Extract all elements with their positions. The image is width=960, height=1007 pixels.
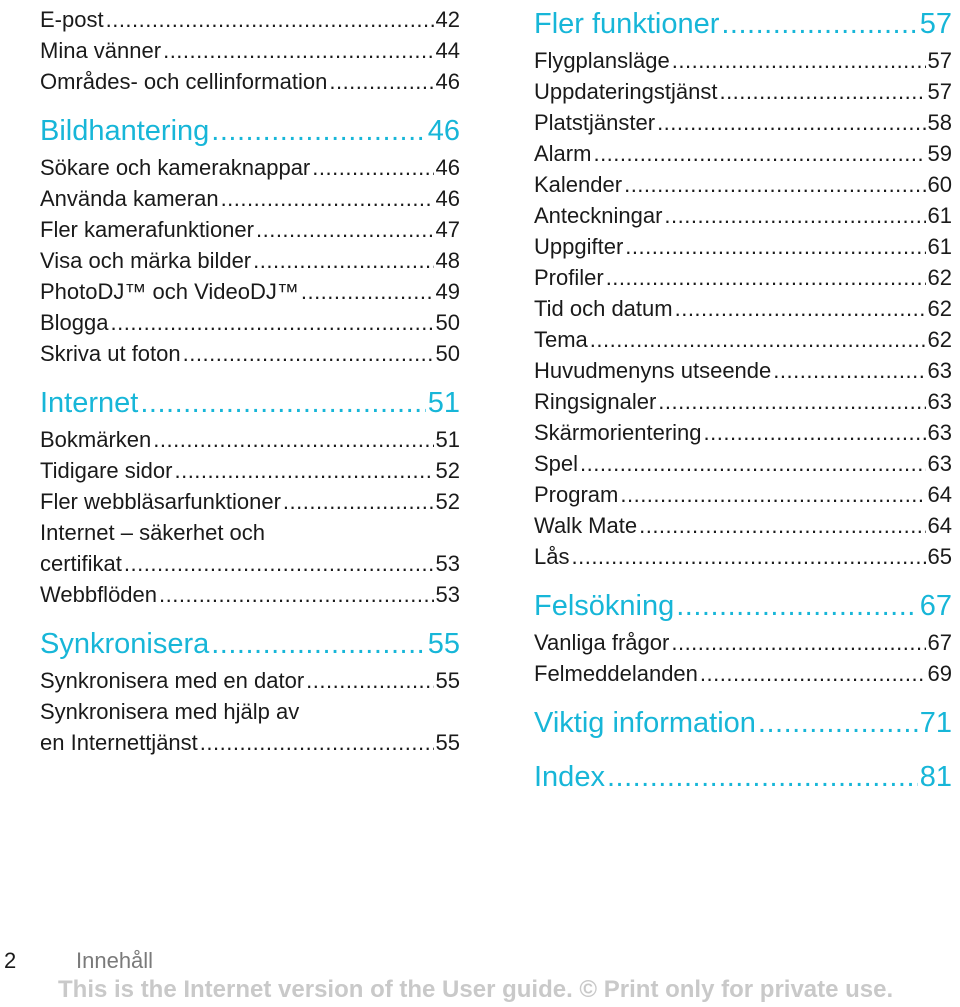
- toc-section-page: 55: [427, 628, 460, 660]
- toc-entry-title: Uppdateringstjänst: [534, 79, 718, 104]
- toc-entry-title: Webbflöden: [40, 582, 158, 607]
- toc-entry-title: Vanliga frågor: [534, 630, 670, 655]
- dot-leader: [200, 727, 434, 758]
- dot-leader: [571, 541, 925, 572]
- toc-entry-title: Bokmärken: [40, 427, 152, 452]
- dot-leader: [111, 307, 434, 338]
- toc-entry-title: Skärmorientering: [534, 420, 702, 445]
- dot-leader: [301, 276, 434, 307]
- toc-entry-page: 63: [927, 451, 952, 476]
- dot-leader: [140, 383, 425, 423]
- toc-entry-title: Synkronisera med en dator: [40, 668, 305, 693]
- toc-entry-title: Felmeddelanden: [534, 661, 698, 686]
- dot-leader: [183, 338, 434, 369]
- toc-right-column: [534, 4, 952, 798]
- toc-entry-page: 46: [435, 69, 460, 94]
- toc-entry[interactable]: [534, 386, 952, 417]
- dot-leader: [671, 627, 925, 658]
- toc-entry[interactable]: [40, 455, 460, 486]
- toc-entry-page: 55: [435, 730, 460, 755]
- dot-leader: [620, 479, 925, 510]
- toc-entry-title: Lås: [534, 544, 570, 569]
- toc-section-page: 67: [919, 590, 952, 622]
- toc-entry-title: Blogga: [40, 310, 109, 335]
- toc-entry-title-line2: certifikat: [40, 551, 122, 576]
- toc-entry[interactable]: [40, 424, 460, 455]
- toc-entry[interactable]: [534, 479, 952, 510]
- toc-entry[interactable]: [40, 276, 460, 307]
- toc-entry-page: 50: [435, 341, 460, 366]
- page-number: 2: [4, 948, 17, 973]
- toc-entry[interactable]: [40, 338, 460, 369]
- toc-entry[interactable]: [40, 152, 460, 183]
- toc-entry[interactable]: [534, 262, 952, 293]
- toc-entry-title: Visa och märka bilder: [40, 248, 252, 273]
- toc-entry-title: Kalender: [534, 172, 623, 197]
- toc-entry[interactable]: [534, 200, 952, 231]
- toc-entry-page: 58: [927, 110, 952, 135]
- toc-entry-page: 60: [927, 172, 952, 197]
- toc-section-page: 81: [919, 761, 952, 793]
- toc-entry-title: Platstjänster: [534, 110, 656, 135]
- toc-section-page: 71: [919, 707, 952, 739]
- toc-entry-page: 57: [927, 79, 952, 104]
- toc-entry[interactable]: [40, 35, 460, 66]
- dot-leader: [672, 45, 926, 76]
- toc-section-title: Index: [534, 761, 605, 793]
- toc-entry-title: Huvudmenyns utseende: [534, 358, 772, 383]
- toc-entry[interactable]: [534, 355, 952, 386]
- toc-entry-page: 53: [435, 551, 460, 576]
- dot-leader: [704, 417, 926, 448]
- toc-section-title: Viktig information: [534, 707, 756, 739]
- toc-entry-title: Walk Mate: [534, 513, 638, 538]
- toc-entry-page: 65: [927, 544, 952, 569]
- toc-entry-page: 55: [435, 668, 460, 693]
- toc-entry-page: 69: [927, 661, 952, 686]
- dot-leader: [719, 76, 925, 107]
- toc-entry-title: Tema: [534, 327, 588, 352]
- dot-leader: [306, 665, 433, 696]
- toc-entry-page: 64: [927, 482, 952, 507]
- dot-leader: [664, 200, 925, 231]
- dot-leader: [593, 138, 925, 169]
- dot-leader: [329, 66, 433, 97]
- toc-entry-page: 63: [927, 358, 952, 383]
- toc-entry-title: Fler kamerafunktioner: [40, 217, 254, 242]
- toc-entry-page: 62: [927, 265, 952, 290]
- dot-leader: [580, 448, 925, 479]
- toc-section-title: Bildhantering: [40, 115, 210, 147]
- toc-left-column: [40, 4, 460, 758]
- toc-entry[interactable]: [534, 541, 952, 572]
- toc-entry[interactable]: [534, 510, 952, 541]
- toc-entry[interactable]: [534, 76, 952, 107]
- dot-leader: [256, 214, 434, 245]
- dot-leader: [606, 262, 926, 293]
- toc-entry[interactable]: [534, 138, 952, 169]
- toc-entry[interactable]: [40, 214, 460, 245]
- toc-entry-title: Skriva ut foton: [40, 341, 181, 366]
- toc-section-page: 57: [919, 8, 952, 40]
- footer-copyright-notice: This is the Internet version of the User guide. © Print only for private use.: [58, 976, 894, 1003]
- toc-entry[interactable]: [534, 231, 952, 262]
- dot-leader: [211, 111, 425, 151]
- toc-entry[interactable]: [40, 66, 460, 97]
- toc-entry-title: Profiler: [534, 265, 604, 290]
- toc-section-page: 51: [427, 387, 460, 419]
- toc-entry-title: Ringsignaler: [534, 389, 657, 414]
- toc-entry-page: 50: [435, 310, 460, 335]
- toc-entry-title: E-post: [40, 7, 104, 32]
- toc-entry-page: 49: [435, 279, 460, 304]
- toc-entry-title-line1: Internet – säkerhet och: [40, 520, 266, 545]
- toc-entry[interactable]: [534, 107, 952, 138]
- dot-leader: [676, 586, 917, 626]
- toc-section-heading[interactable]: [40, 383, 460, 423]
- dot-leader: [174, 455, 433, 486]
- dot-leader: [639, 510, 925, 541]
- toc-entry-title: Områdes- och cellinformation: [40, 69, 328, 94]
- toc-entry[interactable]: [534, 417, 952, 448]
- toc-section-heading[interactable]: [534, 4, 952, 44]
- toc-entry[interactable]: [40, 245, 460, 276]
- dot-leader: [221, 183, 434, 214]
- toc-entry-title: Mina vänner: [40, 38, 162, 63]
- dot-leader: [721, 4, 917, 44]
- toc-entry-page: 47: [435, 217, 460, 242]
- toc-section-title: Internet: [40, 387, 139, 419]
- toc-entry-page: 61: [927, 234, 952, 259]
- toc-entry-page: 57: [927, 48, 952, 73]
- toc-section-title: Fler funktioner: [534, 8, 720, 40]
- toc-entry[interactable]: [40, 183, 460, 214]
- toc-section-heading[interactable]: [40, 111, 460, 151]
- dot-leader: [773, 355, 925, 386]
- toc-entry[interactable]: [534, 324, 952, 355]
- toc-entry-title: Tidigare sidor: [40, 458, 173, 483]
- dot-leader: [658, 386, 925, 417]
- dot-leader: [758, 703, 918, 743]
- toc-entry-title: Fler webbläsarfunktioner: [40, 489, 281, 514]
- dot-leader: [312, 152, 433, 183]
- dot-leader: [624, 169, 925, 200]
- toc-entry[interactable]: [40, 696, 460, 758]
- toc-section-heading[interactable]: [534, 757, 952, 797]
- toc-entry-title: Använda kameran: [40, 186, 219, 211]
- toc-entry[interactable]: [534, 627, 952, 658]
- toc-entry-title: Program: [534, 482, 619, 507]
- dot-leader: [153, 424, 433, 455]
- toc-section-heading[interactable]: [40, 624, 460, 664]
- toc-entry-page: 42: [435, 7, 460, 32]
- toc-entry-page: 63: [927, 389, 952, 414]
- toc-entry-title: Alarm: [534, 141, 592, 166]
- dot-leader: [253, 245, 433, 276]
- toc-entry[interactable]: [534, 169, 952, 200]
- dot-leader: [283, 486, 434, 517]
- dot-leader: [106, 4, 434, 35]
- toc-entry[interactable]: [534, 293, 952, 324]
- toc-entry-title: Sökare och kameraknappar: [40, 155, 311, 180]
- toc-entry[interactable]: [534, 658, 952, 689]
- toc-entry-page: 52: [435, 458, 460, 483]
- toc-entry[interactable]: [534, 45, 952, 76]
- dot-leader: [625, 231, 925, 262]
- toc-entry-page: 59: [927, 141, 952, 166]
- toc-entry[interactable]: [40, 579, 460, 610]
- toc-section-title: Felsökning: [534, 590, 675, 622]
- toc-entry[interactable]: [40, 517, 460, 579]
- dot-leader: [607, 757, 918, 797]
- toc-entry-page: 53: [435, 582, 460, 607]
- toc-entry-title: Uppgifter: [534, 234, 624, 259]
- dot-leader: [675, 293, 926, 324]
- toc-entry-row: [40, 548, 460, 579]
- toc-entry-title-line1: Synkronisera med hjälp av: [40, 699, 300, 724]
- dot-leader: [163, 35, 433, 66]
- toc-section-heading[interactable]: [534, 703, 952, 743]
- toc-entry-title-line2: en Internettjänst: [40, 730, 198, 755]
- toc-entry-title: PhotoDJ™ och VideoDJ™: [40, 279, 299, 304]
- dot-leader: [159, 579, 434, 610]
- toc-section-heading[interactable]: [534, 586, 952, 626]
- footer-section-label: Innehåll: [76, 948, 154, 973]
- toc-entry-page: 63: [927, 420, 952, 445]
- toc-entry[interactable]: [40, 665, 460, 696]
- toc-entry-page: 44: [435, 38, 460, 63]
- toc-entry-page: 64: [927, 513, 952, 538]
- toc-entry-page: 51: [435, 427, 460, 452]
- toc-entry-row: [40, 727, 460, 758]
- toc-entry-page: 61: [927, 203, 952, 228]
- dot-leader: [700, 658, 926, 689]
- toc-section-title: Synkronisera: [40, 628, 210, 660]
- dot-leader: [211, 624, 425, 664]
- toc-entry-title: Flygplansläge: [534, 48, 670, 73]
- dot-leader: [657, 107, 925, 138]
- toc-entry-title: Spel: [534, 451, 579, 476]
- toc-entry[interactable]: [40, 4, 460, 35]
- dot-leader: [124, 548, 434, 579]
- toc-section-page: 46: [427, 115, 460, 147]
- toc-entry-page: 48: [435, 248, 460, 273]
- toc-entry[interactable]: [534, 448, 952, 479]
- toc-entry-page: 67: [927, 630, 952, 655]
- dot-leader: [590, 324, 926, 355]
- toc-entry-page: 52: [435, 489, 460, 514]
- toc-entry-title: Anteckningar: [534, 203, 663, 228]
- toc-entry-page: 46: [435, 186, 460, 211]
- toc-entry[interactable]: [40, 307, 460, 338]
- toc-entry[interactable]: [40, 486, 460, 517]
- toc-entry-page: 62: [927, 327, 952, 352]
- toc-entry-page: 46: [435, 155, 460, 180]
- toc-entry-title: Tid och datum: [534, 296, 673, 321]
- toc-entry-page: 62: [927, 296, 952, 321]
